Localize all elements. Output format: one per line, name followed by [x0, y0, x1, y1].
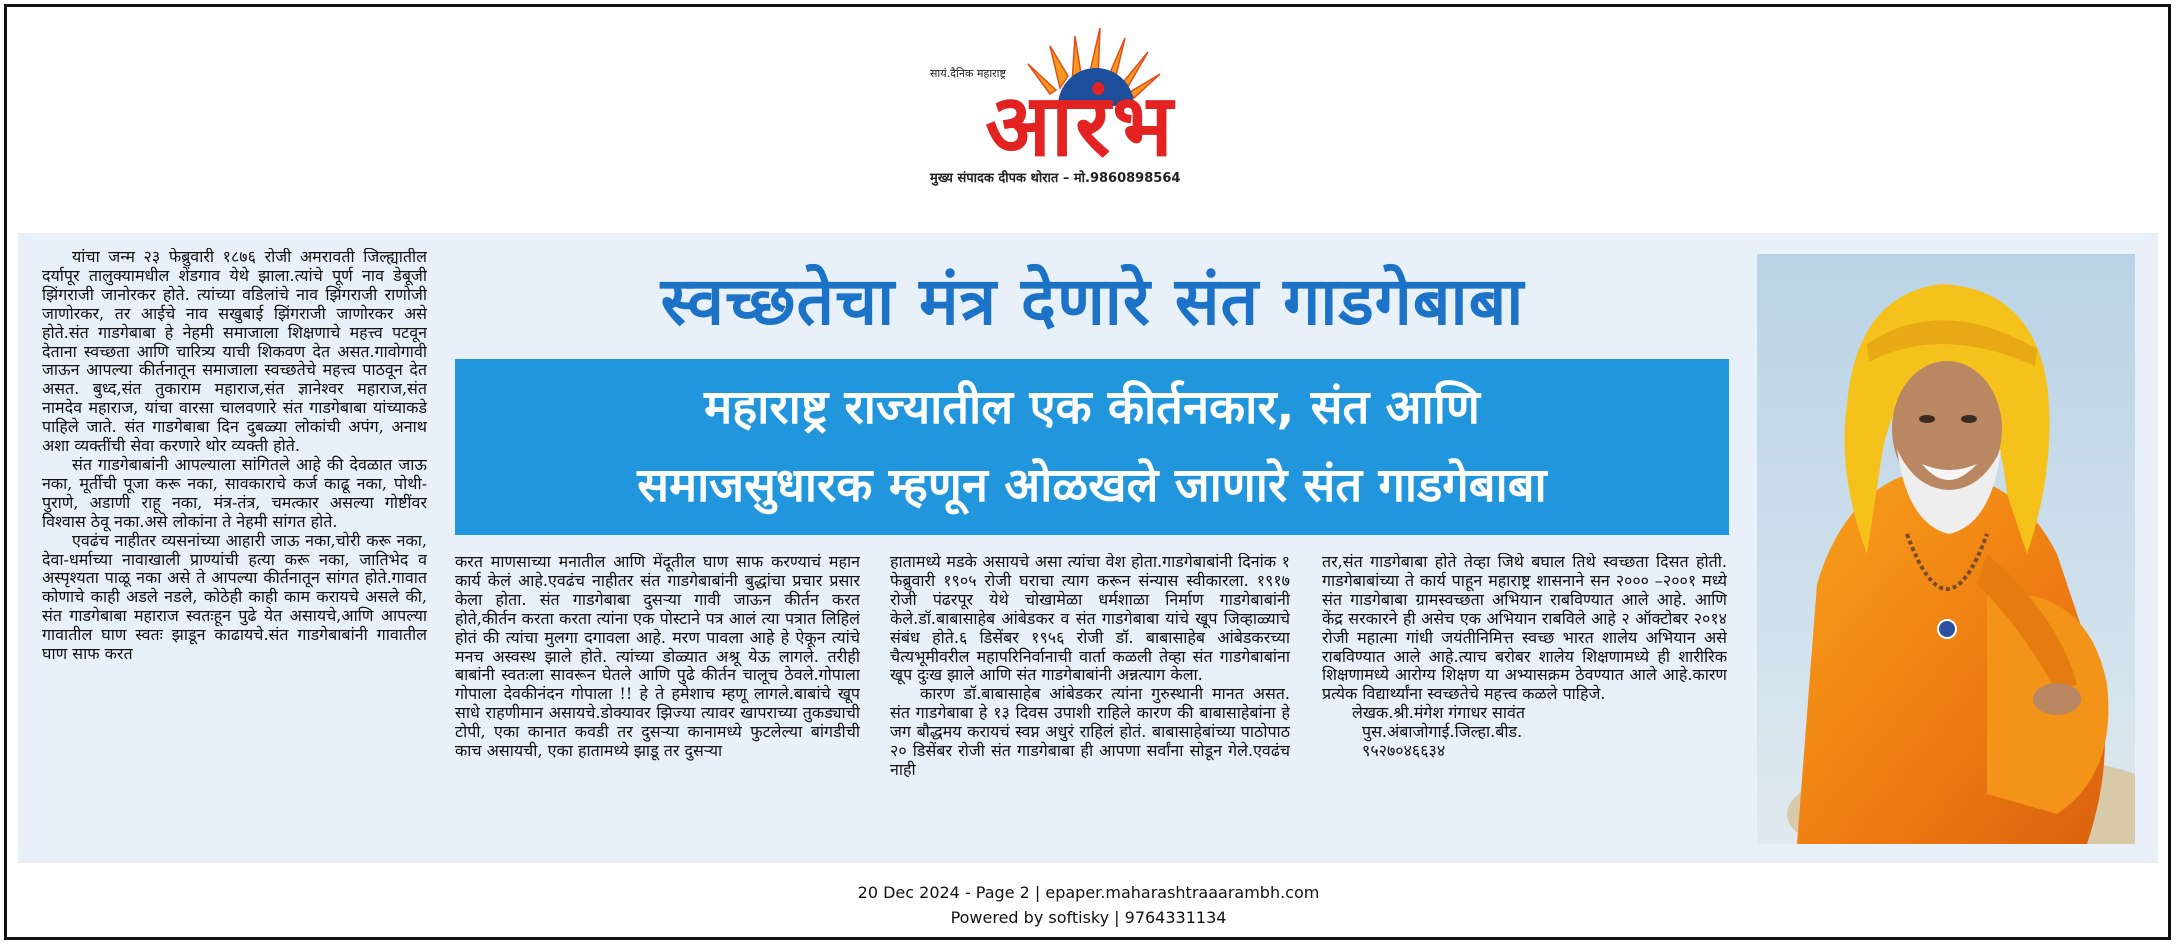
footer-powered-by: Powered by softisky | 9764331134 [950, 908, 1227, 927]
article-paragraph: कारण डॉ.बाबासाहेब आंबेडकर त्यांना गुरुस्थानी मानत असत. संत गाडगेबाबा हे १३ दिवस उपाशी राहिले कारण की बाबासाहेबांना हे जग बौद्धमय करायचं स्वप्न अधुरं राहिलं होतं. बाबासाहेबांच्या पाठोपाठ २० डिसेंबर रोजी संत गाडगेबाबा ही आपणा सर्वांना सोडून गेले.एवढंच नाही [890, 684, 1290, 779]
subheadline-line-2: समाजसुधारक म्हणून ओळखले जाणारे संत गाडगेबाबा [637, 458, 1547, 513]
masthead-title: आरंभ [985, 76, 1175, 176]
author-address: पुस.अंबाजोगाई.जिल्हा.बीड. [1362, 722, 1523, 742]
subheadline-line-1: महाराष्ट्र राज्यातील एक कीर्तनकार, संत आणि [704, 380, 1480, 435]
masthead-tagline: सायं.दैनिक महाराष्ट्र [930, 67, 1006, 80]
article-column-1 [42, 248, 427, 848]
footer-edition-line: 20 Dec 2024 - Page 2 | epaper.maharashtraaarambh.com [857, 883, 1320, 902]
masthead-editor-line: मुख्य संपादक दीपक थोरात – मो.9860898564 [930, 171, 1181, 186]
article-paragraph: यांचा जन्म २३ फेब्रुवारी १८७६ रोजी अमरावती जिल्ह्यातील दर्यापूर तालुक्यामधील शेंडगाव येथे झाला.त्यांचे पूर्ण नाव डेबूजी झिंगराजी जानोरकर होते. त्यांच्या वडिलांचे नाव झिंगराजी राणोजी जाणोरकर, तर आईचे नाव सखुबाई झिंगराजी जाणोरकर असे होते.संत गाडगेबाबा हे नेहमी समाजाला शिक्षणाचे महत्त्व पटवून देताना स्वच्छता आणि चारित्र्य याची शिकवण देत असत.गावोगावी जाऊन आपल्या कीर्तनातून समाजाला स्वच्छतेचे महत्त्व पाठवून देत असत. बुध्द,संत तुकाराम महाराज,संत ज्ञानेश्वर महाराज,संत नामदेव महाराज, यांचा वारसा चालवणारे संत गाडगेबाबा यांच्याकडे पाहिले जाते. संत गाडगेबाबा दिन दुबळ्या लोकांची अपंग, अनाथ अशा व्यक्तींची सेवा करणारे थोर व्यक्ती होते. [42, 248, 427, 456]
author-phone: ९५२७०४६६३४ [1362, 741, 1446, 761]
article-paragraph: हातामध्ये मडके असायचे असा त्यांचा वेश होता.गाडगेबाबांनी दिनांक १ फेब्रुवारी १९०५ रोजी घराचा त्याग करून संन्यास स्वीकारला. १९१७ रोजी पंढरपूर येथे चोखामेळा धर्मशाळा निर्माण गाडगेबाबांनी केले.डॉ.बाबासाहेब आंबेडकर व संत गाडगेबाबा यांचे खूप जिव्हाळ्याचे संबंध होते.६ डिसेंबर १९५६ रोजी डॉ. बाबासाहेब आंबेडकरच्या चैत्यभूमीवरील महापरिनिर्वानाची वार्ता कळली तेव्हा संत गाडगेबाबांना खूप दुःख झाले आणि संत गाडगेबाबांनी अन्नत्याग केला. [890, 553, 1290, 685]
article-column-4 [1322, 553, 1727, 851]
article-paragraph: तर,संत गाडगेबाबा होते तेव्हा जिथे बघाल तिथे स्वच्छता दिसत होती. गाडगेबाबांच्या ते कार्य पाहून महाराष्ट्र शासनाने सन २००० –२००१ मध्ये संत गाडगेबाबा ग्रामस्वच्छता अभियान राबविण्यात आले आहे. आणि केंद्र सरकारने ही असेच एक अभियान राबविले आहे २ ऑक्टोबर २०१४ रोजी महात्मा गांधी जयंतीनिमित्त स्वच्छ भारत शालेय अभियान असे राबविण्यात आले आहे.त्याच बरोबर शालेय शिक्षणामध्ये ही शारीरिक शिक्षणामध्ये आरोग्य शिक्षण या अभ्यासक्रम ठेवण्यात आले आहे.कारण प्रत्येक विद्यार्थ्यांना स्वच्छतेचे महत्त्व कळले पाहिजे. [1322, 553, 1727, 704]
article-subheadline-box [455, 359, 1729, 535]
masthead [910, 18, 1270, 193]
article-column-3 [890, 553, 1290, 851]
portrait-image [1757, 254, 2135, 844]
article-paragraph: करत माणसाच्या मनातील आणि मेंदूतील घाण साफ करण्याचं महान कार्य केलं आहे.एवढंच नाहीतर संत गाडगेबाबांनी बुद्धांचा प्रचार प्रसार केला होता. संत गाडगेबाबा दुसऱ्या गावी जाऊन कीर्तन करत होते,कीर्तन करता करता त्यांना एक पोस्टाने पत्र आलं त्या पत्रात लिहिलं होतं की त्यांचा मुलगा दगावला आहे. मरण पावला आहे हे ऐकून त्यांचे मनच अस्वस्थ झाले होते. त्यांच्या डोळ्यात अश्रू येऊ लागले. तरीही बाबांनी स्वतःला सावरून घेतले आणि पुढे कीर्तन चालूच ठेवले.गोपाला गोपाला देवकीनंदन गोपाला !! हे ते हमेशाच म्हणू लागले.बाबांचे खूप साधे राहणीमान असायचे.डोक्यावर झिज्या त्यावर खापराच्या तुकड्याची टोपी, एका कानात कवडी तर दुसऱ्या कानामध्ये फुटलेल्या बांगडीची काच असायची, एका हातामध्ये झाडू तर दुसऱ्या [455, 553, 860, 761]
article-column-2 [455, 553, 860, 851]
article-headline: स्वच्छतेचा मंत्र देणारे संत गाडगेबाबा [660, 263, 1525, 340]
article-paragraph: एवढंच नाहीतर व्यसनांच्या आहारी जाऊ नका,चोरी करू नका, देवा-धर्माच्या नावाखाली प्राण्यांची हत्या करू नका, जातिभेद व अस्पृश्यता पाळू नका असे ते आपल्या कीर्तनातून सांगत होते.गावात कोणाचे काही अडले नडले, कोठेही काही काम करायचे असले की, संत गाडगेबाबा महाराज स्वतःहून पुढे येत असायचे,आणि आपल्या गावातील घाण स्वतः झाडून काढायचे.संत गाडगेबाबांनी गावातील घाण साफ करत [42, 530, 427, 664]
article-paragraph: संत गाडगेबाबांनी आपल्याला सांगितले आहे की देवळात जाऊ नका, मूर्तीची पूजा करू नका, सावकाराचे कर्ज काढू नका, पोथी-पुराणे, अडाणी राहू नका, मंत्र-तंत्र, चमत्कार असल्या गोष्टींवर विश्वास ठेवू नका.असे लोकांना ते नेहमी सांगत होते. [42, 454, 427, 531]
author-byline: लेखक.श्री.मंगेश गंगाधर सावंत [1352, 703, 1526, 723]
